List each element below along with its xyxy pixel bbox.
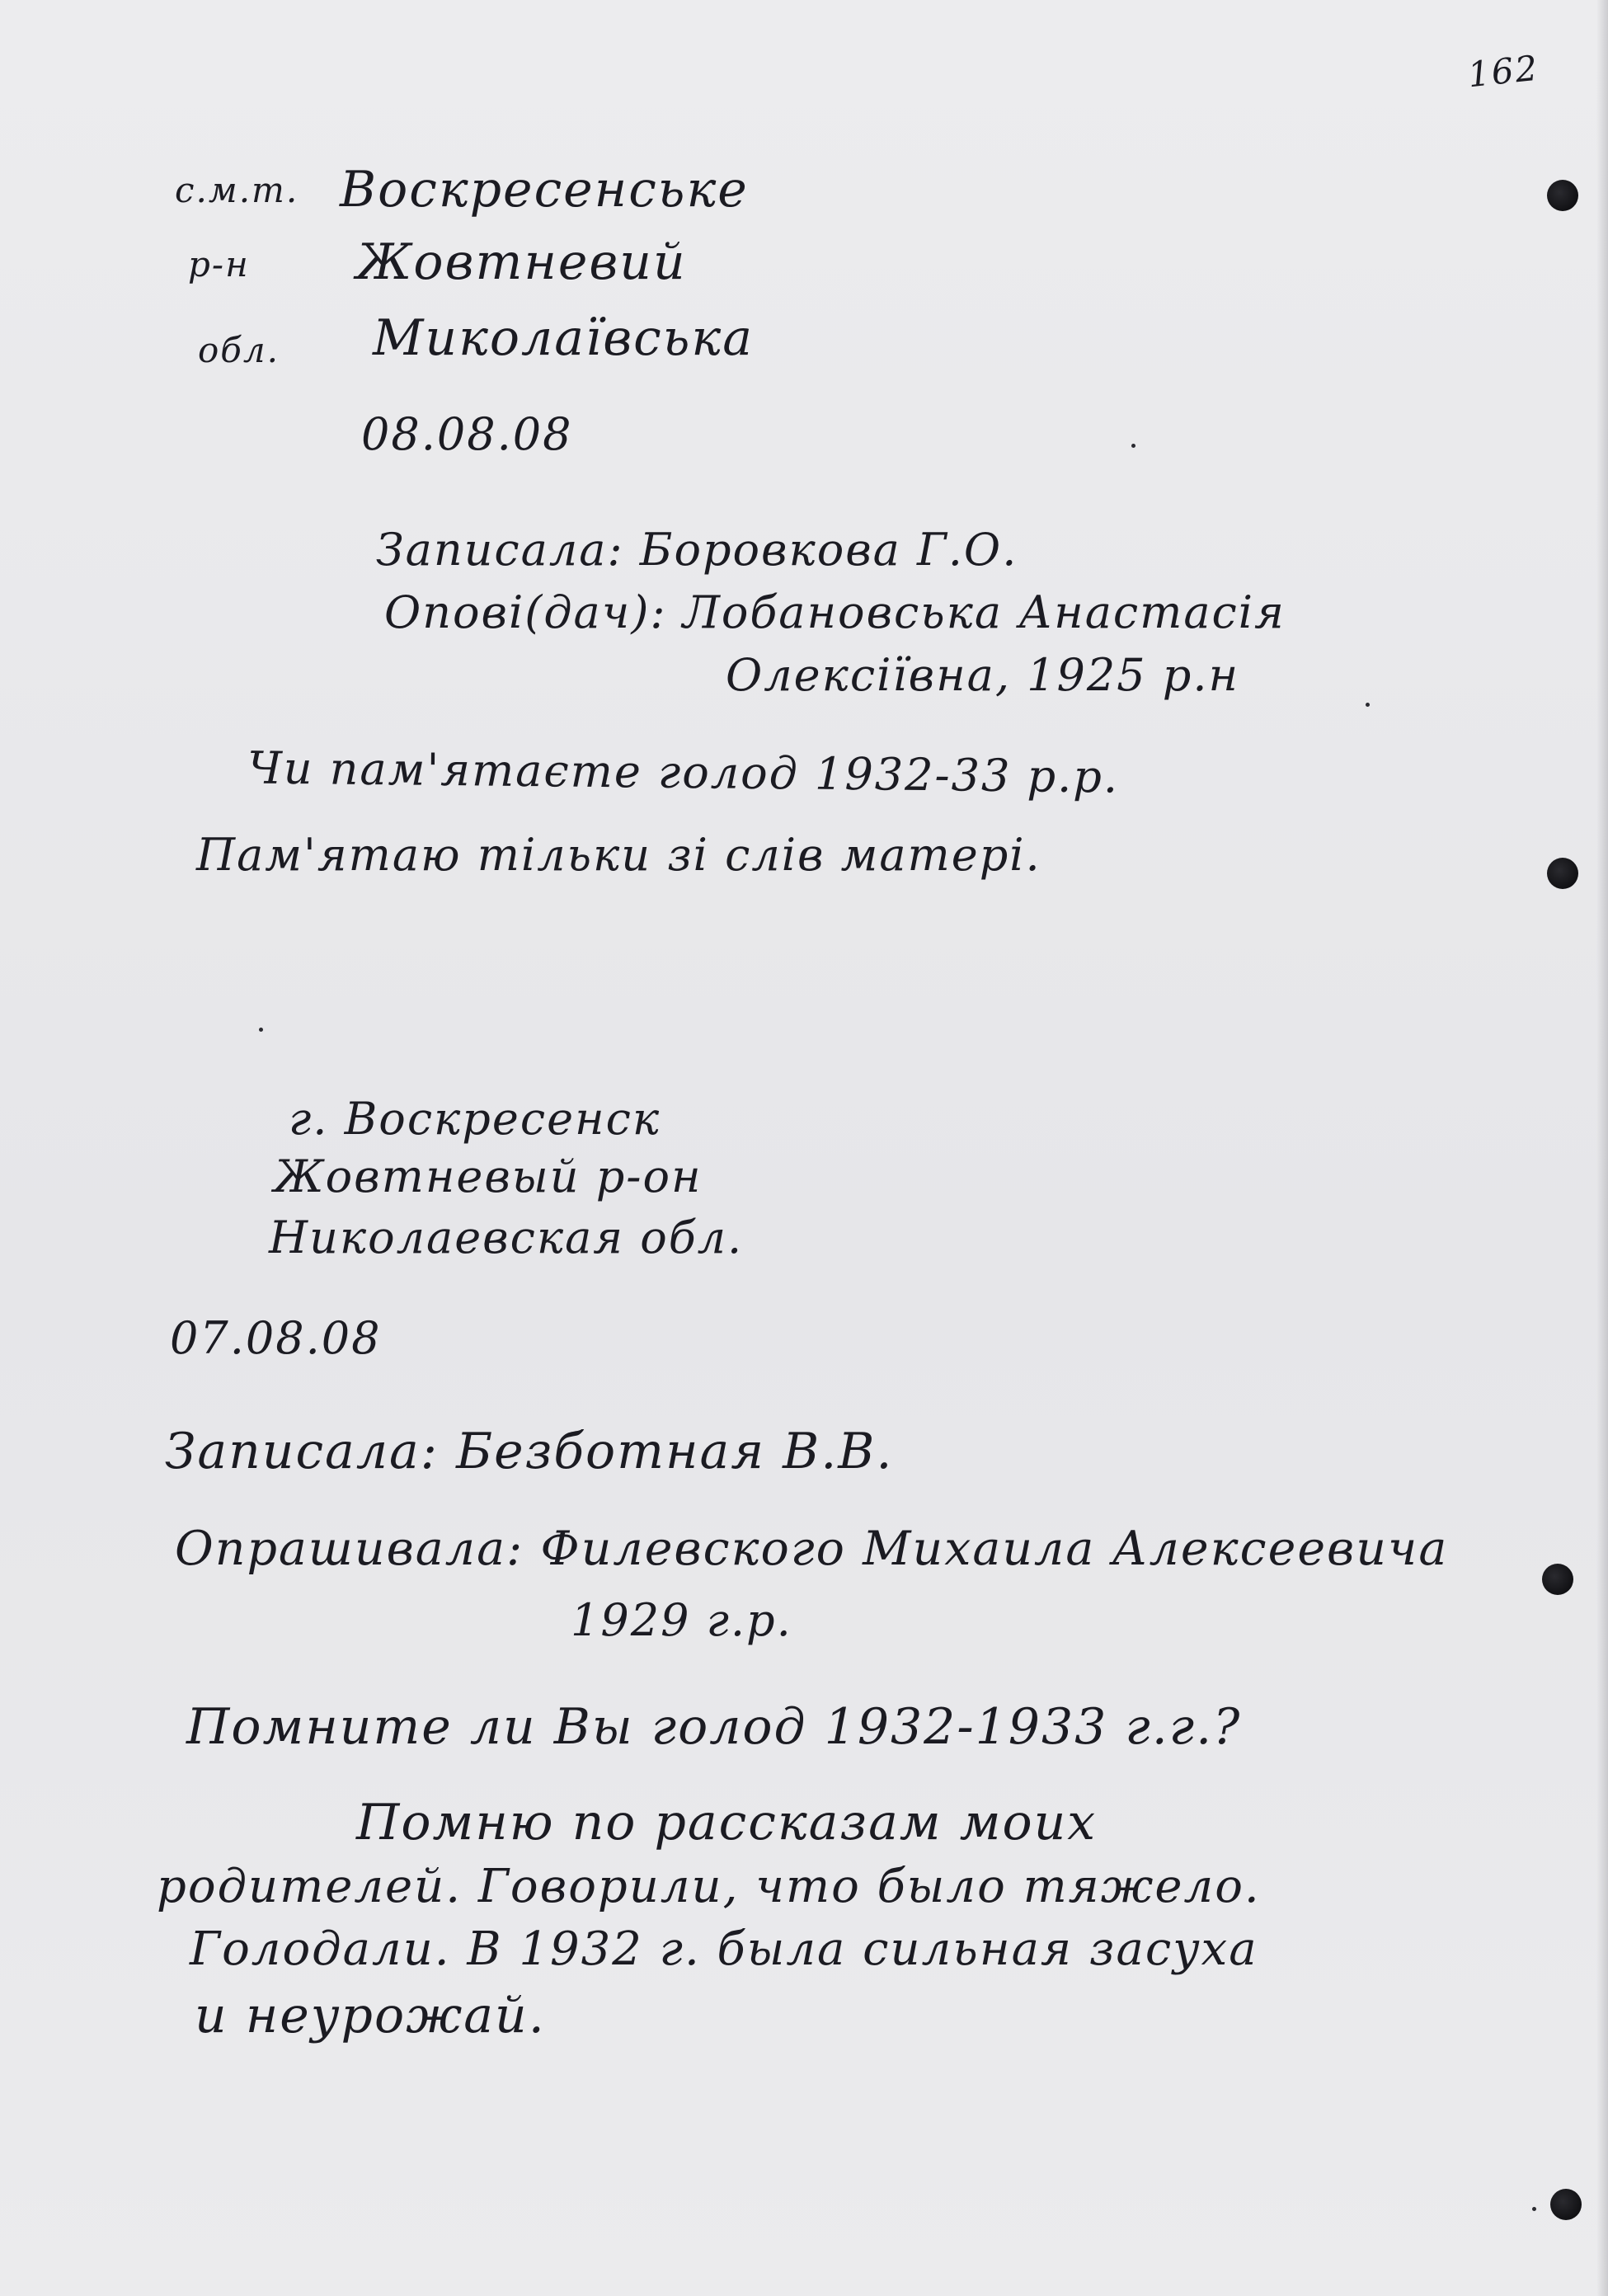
answer: Пам'ятаю тільки зі слів матері. [196,829,1041,881]
stray-mark [1532,2207,1536,2211]
place-line-2: Жовтневый р-он [274,1150,703,1202]
answer-2-line-3: Голодали. В 1932 г. была сильная засуха [190,1922,1258,1976]
stray-mark [1131,444,1135,448]
page-edge-shadow [1596,0,1608,2296]
recorder-2: Записала: Безботная В.В. [165,1423,894,1480]
record-date: 08.08.08 [361,408,573,460]
punch-hole-1 [1547,180,1578,211]
question: Чи пам'ятаєте голод 1932-33 р.р. [247,741,1120,803]
region-label: обл. [198,330,280,370]
informant-line-1: Опові(дач): Лобановська Анастасія [384,586,1286,638]
village-label: с.м.т. [175,170,299,210]
stray-mark [259,1028,263,1032]
question-2: Помните ли Вы голод 1932-1933 г.г.? [186,1698,1242,1756]
informant-2-line-2: 1929 г.р. [571,1594,792,1646]
stray-mark [1366,703,1370,707]
answer-2-line-2: родителей. Говорили, что было тяжело. [157,1860,1261,1913]
district-name: Жовтневий [356,233,687,291]
region-name: Миколаївська [373,309,754,367]
place-line-3: Николаевская обл. [269,1212,744,1263]
place-line-1: г. Воскресенск [289,1093,661,1145]
village-name: Воскресенське [340,161,749,219]
informant-2-line-1: Опрашивала: Филевского Михаила Алексеевича [175,1522,1449,1576]
informant-line-2: Олексіївна, 1925 р.н [726,649,1240,701]
punch-hole-2 [1547,858,1578,889]
punch-hole-4 [1550,2189,1582,2220]
page-number: 162 [1465,47,1541,96]
answer-2-line-1: Помню по рассказам моих [356,1794,1098,1851]
district-label: р-н [188,244,250,285]
recorder: Записала: Боровкова Г.О. [376,524,1018,576]
punch-hole-3 [1542,1564,1573,1595]
record-date-2: 07.08.08 [170,1312,382,1364]
answer-2-line-4: и неурожай. [195,1987,546,2044]
